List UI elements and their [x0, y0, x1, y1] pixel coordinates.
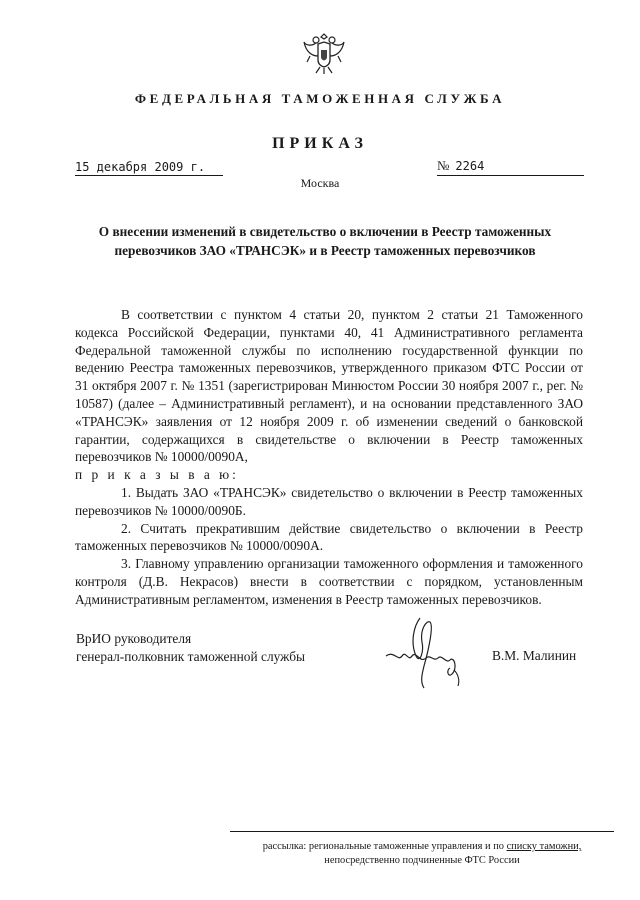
- signatory-role: [76, 630, 305, 666]
- number-value: 2264: [455, 159, 485, 173]
- distribution-list: [230, 831, 614, 868]
- city: Москва: [300, 176, 340, 190]
- order-item-1: 1. Выдать ЗАО «ТРАНСЭК» свидетельство о включении в Реестр таможенных перевозчиков № 10000/0090Б.: [75, 484, 583, 518]
- agency-name: ФЕДЕРАЛЬНАЯ ТАМОЖЕННАЯ СЛУЖБА: [134, 91, 506, 106]
- date-value: 15 декабря 2009 г.: [75, 160, 206, 174]
- document-type: ПРИКАЗ: [272, 135, 368, 152]
- distribution-line1: [230, 840, 614, 854]
- preamble-paragraph: В соответствии с пунктом 4 статьи 20, пунктом 2 статьи 21 Таможенного кодекса Российской Федерации, пунктами 40, 41 Административного регламента Федеральной таможенной службы по исполнению государственной функции по ведению Реестра таможенных перевозчиков, утвержденного приказом ФТС России от 31 октября 2007 г. № 1351 (зарегистрирован Минюстом России 30 ноября 2007 г., рег. № 10587) (далее – Административный регламент), и на основании представленного ЗАО «ТРАНСЭК» заявления от 12 ноября 2009 г. об изменении сведений о банковской гарантии, содержащихся в свидетельстве о включении в Реестр таможенных перевозчиков № 10000/0090А,: [75, 307, 583, 465]
- signatory-role-line2: генерал-полковник таможенной службы: [76, 649, 306, 664]
- document-number: [437, 157, 584, 176]
- document-date: [75, 159, 223, 176]
- distribution-line2: непосредственно подчиненные ФТС России: [324, 855, 520, 866]
- signatory-name: В.М. Малинин: [492, 648, 577, 663]
- order-word: п р и к а з ы в а ю:: [75, 467, 239, 483]
- handwritten-signature-icon: [380, 612, 480, 694]
- signatory-role-line1: ВрИО руководителя: [76, 631, 192, 646]
- number-label: №: [437, 158, 450, 173]
- order-item-2: 2. Считать прекратившим действие свидетельство о включении в Реестр таможенных перевозчиков № 10000/0090А.: [75, 520, 583, 554]
- document-body: [75, 306, 583, 609]
- distribution-link[interactable]: списку таможни,: [506, 841, 582, 852]
- coat-of-arms-icon: [302, 28, 346, 76]
- document-subject: О внесении изменений в свидетельство о включении в Реестр таможенных перевозчиков ЗАО «ТРАНСЭК» и в Реестр таможенных перевозчиков: [98, 224, 552, 258]
- distribution-prefix: рассылка: региональные таможенные управления и по: [262, 841, 504, 852]
- order-item-3: 3. Главному управлению организации таможенного оформления и таможенного контроля (Д.В. Некрасов) внести в соответствии с порядком, установленным Административным регламентом, изменения в Реестр таможенных перевозчиков.: [75, 556, 583, 607]
